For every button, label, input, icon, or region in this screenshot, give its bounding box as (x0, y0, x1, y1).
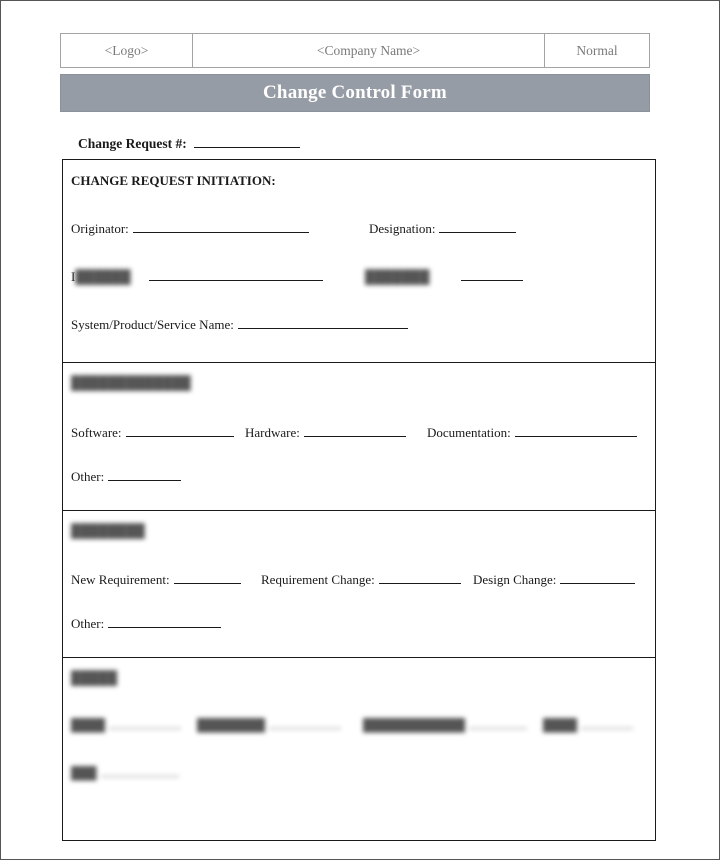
originator-field[interactable]: Originator: (71, 220, 309, 237)
row-department (71, 268, 651, 286)
reason-option-1-blurred[interactable]: ████ (71, 716, 181, 733)
reason-other-blurred[interactable]: ███ (71, 764, 179, 781)
logo-placeholder: <Logo> (61, 34, 193, 67)
row-component-types (71, 424, 651, 442)
header-table (60, 33, 650, 68)
section-reason (63, 658, 655, 840)
reason-option-3-blurred[interactable]: ████████████ (363, 716, 527, 733)
system-name-field[interactable]: System/Product/Service Name: (71, 316, 408, 333)
hardware-field[interactable]: Hardware: (245, 424, 406, 441)
designation-field[interactable]: Designation: (369, 220, 516, 237)
form-title: Change Control Form (60, 74, 650, 112)
row-change-types (71, 571, 651, 589)
date-submitted-label-blurred: ███████ (365, 269, 430, 284)
new-requirement-field[interactable]: New Requirement: (71, 571, 241, 588)
documentation-field[interactable]: Documentation: (427, 424, 637, 441)
requirement-change-field[interactable]: Requirement Change: (261, 571, 461, 588)
department-label-blurred: ██████ (75, 269, 131, 284)
section-change-type (63, 511, 655, 658)
reason-option-4-blurred[interactable]: ████ (543, 716, 633, 733)
section-title-blurred: █████ (71, 670, 118, 685)
section-initiation (63, 160, 655, 363)
section-title: CHANGE REQUEST INITIATION: (71, 173, 276, 188)
software-field[interactable]: Software: (71, 424, 234, 441)
change-type-other-field[interactable]: Other: (71, 615, 221, 632)
form-box (62, 159, 656, 841)
row-reason-options-blurred (71, 716, 655, 734)
row-originator (71, 220, 651, 238)
section-title-blurred: █████████████ (71, 375, 191, 390)
design-change-field[interactable]: Design Change: (473, 571, 635, 588)
department-field[interactable]: I██████ (71, 268, 323, 285)
section-component (63, 363, 655, 511)
status-label: Normal (576, 42, 618, 58)
change-request-number-field[interactable] (194, 135, 300, 148)
component-other-field[interactable]: Other: (71, 468, 181, 485)
company-name: <Company Name> (193, 34, 545, 67)
section-title-blurred: ████████ (71, 523, 145, 538)
reason-option-2-blurred[interactable]: ████████ (197, 716, 341, 733)
date-submitted-field[interactable] (365, 268, 523, 285)
change-request-number (78, 135, 300, 152)
change-request-number-label: Change Request #: (78, 136, 187, 151)
